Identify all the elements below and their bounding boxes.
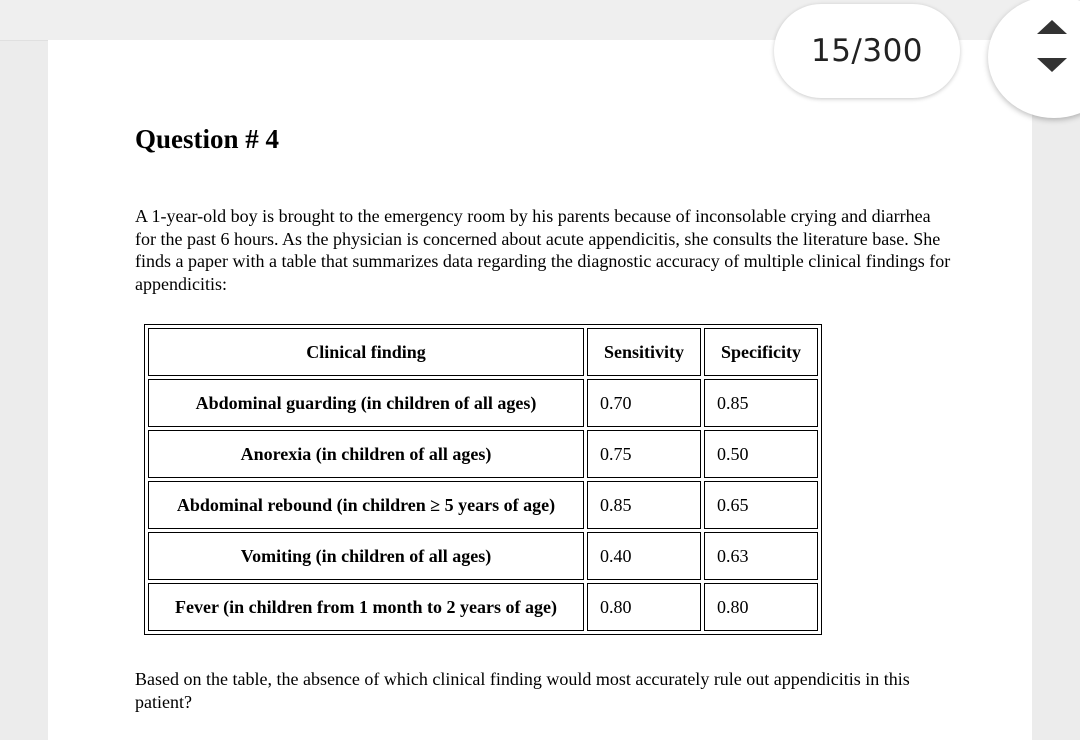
header-specificity: Specificity — [704, 328, 818, 376]
finding-cell: Anorexia (in children of all ages) — [148, 430, 584, 478]
sensitivity-cell: 0.75 — [587, 430, 701, 478]
next-question-arrow-icon[interactable] — [1037, 58, 1067, 72]
question-stem: A 1-year-old boy is brought to the emergency room by his parents because of inconsolable crying and diarrhea for the past 6 hours. As the physician is concerned about acute appendicitis, she consults the literature base. She finds a paper with a table that summarizes data regarding the diagnostic accuracy of multiple clinical findings for appendicitis: — [135, 206, 951, 294]
previous-question-arrow-icon[interactable] — [1037, 20, 1067, 34]
sensitivity-cell: 0.40 — [587, 532, 701, 580]
header-sensitivity: Sensitivity — [587, 328, 701, 376]
finding-cell: Vomiting (in children of all ages) — [148, 532, 584, 580]
finding-cell: Abdominal rebound (in children ≥ 5 years of age) — [148, 481, 584, 529]
specificity-cell: 0.50 — [704, 430, 818, 478]
table-row — [148, 430, 818, 478]
finding-cell: Fever (in children from 1 month to 2 years of age) — [148, 583, 584, 631]
question-title: Question # 4 — [135, 124, 280, 154]
table-row — [148, 379, 818, 427]
specificity-cell: 0.65 — [704, 481, 818, 529]
table-header-row — [148, 328, 818, 376]
specificity-cell: 0.63 — [704, 532, 818, 580]
question-counter: 15/300 — [774, 4, 960, 98]
table-row — [148, 532, 818, 580]
specificity-cell: 0.80 — [704, 583, 818, 631]
sensitivity-cell: 0.85 — [587, 481, 701, 529]
table-row — [148, 481, 818, 529]
sensitivity-cell: 0.80 — [587, 583, 701, 631]
sensitivity-cell: 0.70 — [587, 379, 701, 427]
findings-table — [144, 324, 822, 635]
question-prompt: Based on the table, the absence of which clinical finding would most accurately rule out appendicitis in this patient? — [135, 669, 910, 712]
header-clinical-finding: Clinical finding — [148, 328, 584, 376]
specificity-cell: 0.85 — [704, 379, 818, 427]
table-row — [148, 583, 818, 631]
finding-cell: Abdominal guarding (in children of all ages) — [148, 379, 584, 427]
